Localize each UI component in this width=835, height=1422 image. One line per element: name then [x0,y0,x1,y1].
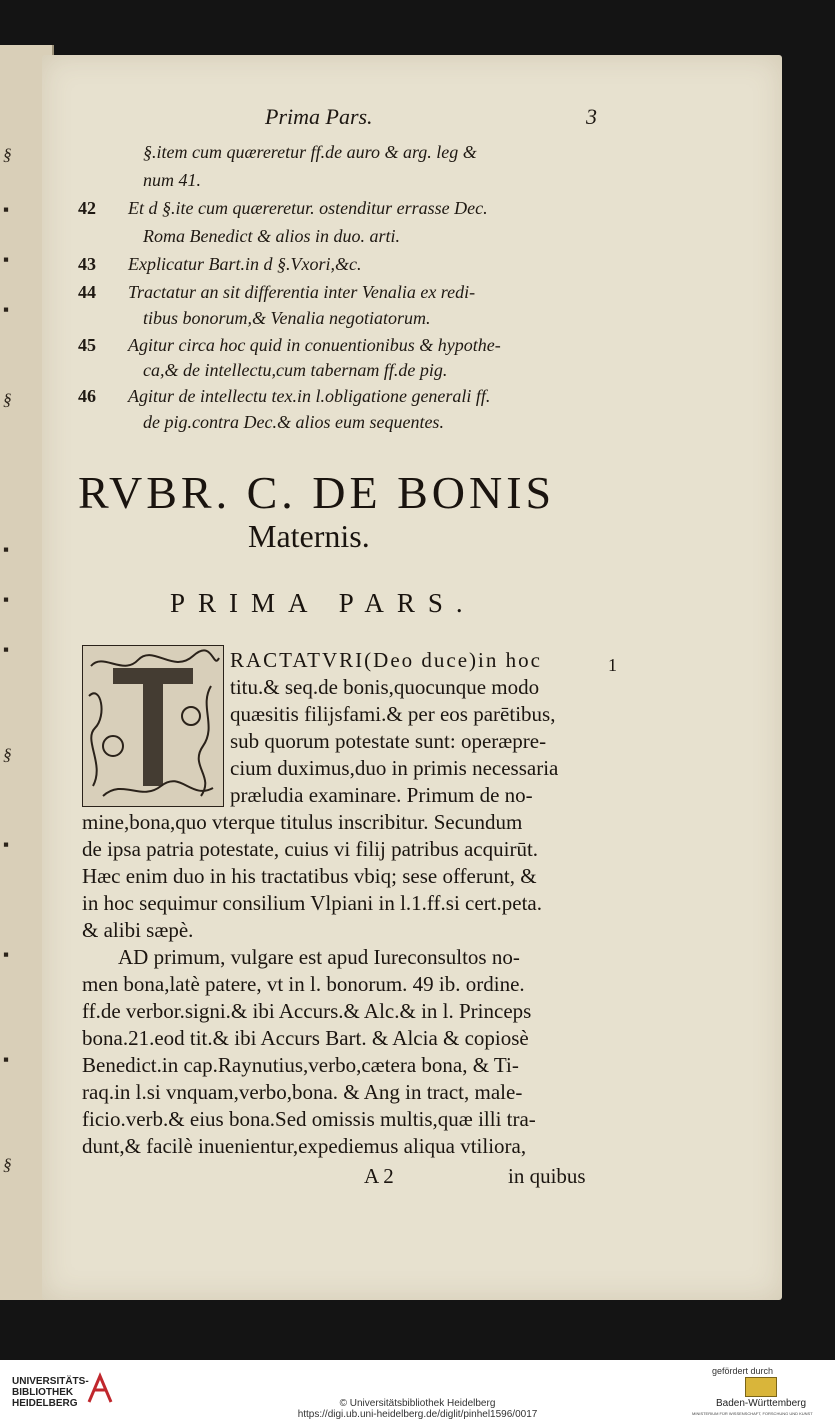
body-line: quæsitis filijsfami.& per eos parētibus, [230,702,556,726]
body-line: bona.21.eod tit.& ibi Accurs Bart. & Alcia & copiosè [82,1026,529,1050]
index-text: de pig.contra Dec.& alios eum sequentes. [143,412,444,432]
funder-name[interactable]: Baden-Württemberg [716,1398,807,1409]
index-number: 43 [78,254,96,274]
part-heading: PRIMA PARS. [170,588,476,618]
margin-mark: ▪ [3,1050,10,1069]
margin-mark: ▪ [3,945,10,964]
body-line: AD primum, vulgare est apud Iureconsultos no- [118,945,520,969]
signature-mark: A 2 [364,1164,394,1188]
body-line: præludia examinare. Primum de no- [230,783,533,807]
index-line [78,308,618,329]
margin-mark: ▪ [3,540,10,559]
body-line: titu.& seq.de bonis,quocunque modo [230,675,540,699]
margin-mark: ▪ [3,200,10,219]
index-text: Agitur de intellectu tex.in l.obligatione generali ff. [128,386,491,406]
page-number: 3 [586,104,597,129]
body-line: ff.de verbor.signi.& ibi Accurs.& Alc.& in l. Princeps [82,999,532,1023]
index-line [78,335,618,356]
body-line: de ipsa patria potestate, cuius vi filij patribus acquirūt. [82,837,539,861]
index-number: 42 [78,198,96,218]
funder-ministry: MINISTERIUM FÜR WISSENSCHAFT, FORSCHUNG UND KUNST [692,1411,813,1416]
index-text: tibus bonorum,& Venalia negotiatorum. [143,308,431,328]
margin-mark: § [3,145,12,164]
margin-mark: § [3,1155,12,1174]
catchword: in quibus [508,1164,586,1188]
index-line [78,198,618,219]
margin-mark: ▪ [3,590,10,609]
rubric-subtitle: Maternis. [248,518,370,554]
body-line: & alibi sæpè. [82,918,194,942]
body-line: RACTATVRI(Deo duce)in hoc [230,648,542,672]
index-number: 45 [78,335,96,355]
body-line: men bona,latè patere, vt in l. bonorum. 49 ib. ordine. [82,972,525,996]
library-logo-line: HEIDELBERG [12,1398,78,1409]
margin-mark: § [3,745,12,764]
funder-label: gefördert durch [712,1366,774,1376]
copyright-notice: © Universitätsbibliothek Heidelberg [339,1398,496,1409]
index-text: Agitur circa hoc quid in conuentionibus & hypothe- [128,335,501,355]
margin-mark: ▪ [3,300,10,319]
index-line [78,360,618,381]
index-text: ca,& de intellectu,cum tabernam ff.de pig. [143,360,448,380]
index-number: 46 [78,386,96,406]
body-line: Hæc enim duo in his tractatibus vbiq; sese offerunt, & [82,864,537,888]
index-line [78,170,618,191]
viewer-footer [0,1360,835,1422]
index-text: Et d §.ite cum quæreretur. ostenditur errasse Dec. [128,198,488,218]
index-line [78,386,618,407]
index-line [78,226,618,247]
library-logo-line: BIBLIOTHEK [12,1387,74,1398]
body-line: cium duximus,duo in primis necessaria [230,756,559,780]
decorated-initial-t [82,645,224,807]
index-text: Explicatur Bart.in d §.Vxori,&c. [128,254,362,274]
index-line [78,254,618,275]
index-line [78,282,618,303]
body-line: raq.in l.si vnquam,verbo,bona. & Ang in tract, male- [82,1080,523,1104]
body-line: dunt,& facilè inuenientur,expediemus aliqua vtiliora, [82,1134,527,1158]
running-head: Prima Pars. [265,104,373,129]
index-text: Tractatur an sit differentia inter Venalia ex redi- [128,282,476,302]
index-text: num 41. [143,170,201,190]
rubric-title: RVBR. C. DE BONIS [78,467,556,518]
body-line: sub quorum potestate sunt: operæpre- [230,729,547,753]
margin-mark: ▪ [3,640,10,659]
body-line: ficio.verb.& eius bona.Sed omissis multis,quæ illi tra- [82,1107,536,1131]
body-line: mine,bona,quo vterque titulus inscribitur. Secundum [82,810,523,834]
margin-mark: ▪ [3,835,10,854]
index-line [78,412,618,433]
coat-of-arms-icon [745,1377,777,1397]
margin-mark: § [3,390,12,409]
index-number: 44 [78,282,96,302]
index-text: §.item cum quæreretur ff.de auro & arg. leg & [143,142,477,162]
body-line: Benedict.in cap.Raynutius,verbo,cætera bona, & Ti- [82,1053,519,1077]
library-logo-line: UNIVERSITÄTS- [12,1376,89,1387]
index-line [78,142,618,163]
body-line: in hoc sequimur consilium Vlpiani in l.1.ff.si cert.peta. [82,891,542,915]
index-text: Roma Benedict & alios in duo. arti. [143,226,400,246]
marginal-note-number: 1 [608,655,617,675]
margin-mark: ▪ [3,250,10,269]
permalink[interactable]: https://digi.ub.uni-heidelberg.de/diglit/pinhel1596/0017 [297,1409,538,1420]
